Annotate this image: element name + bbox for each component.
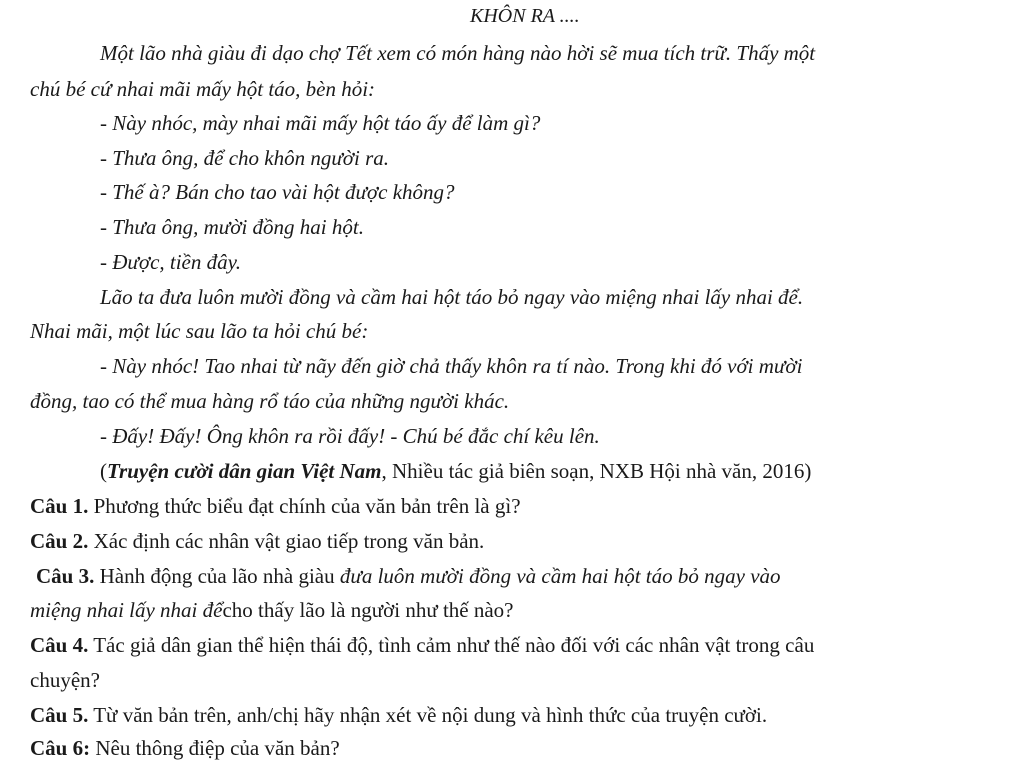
dialogue-line: - Thưa ông, mười đồng hai hột. <box>100 215 364 239</box>
question-text: Nêu thông điệp của văn bản? <box>90 736 340 760</box>
question-label: Câu 4. <box>30 633 89 657</box>
question-4-continued: chuyện? <box>30 668 100 692</box>
question-1 <box>30 493 521 519</box>
question-label: Câu 5. <box>30 703 89 727</box>
citation-details: , Nhiều tác giả biên soạn, NXB Hội nhà văn, 2016) <box>381 459 812 483</box>
dialogue-line: - Đấy! Đấy! Ông khôn ra rồi đấy! - Chú bé đắc chí kêu lên. <box>100 424 600 448</box>
dialogue-line: - Thế à? Bán cho tao vài hột được không? <box>100 180 455 204</box>
story-title: KHÔN RA .... <box>470 5 580 27</box>
question-text: Phương thức biểu đạt chính của văn bản trên là gì? <box>88 494 521 518</box>
question-2 <box>30 528 484 554</box>
question-3 <box>36 563 781 589</box>
story-paragraph-2-line-2: Nhai mãi, một lúc sau lão ta hỏi chú bé: <box>30 319 369 343</box>
citation-book-title: Truyện cười dân gian Việt Nam <box>107 459 382 483</box>
question-text: Xác định các nhân vật giao tiếp trong văn bản. <box>88 529 485 553</box>
question-label: Câu 1. <box>30 494 89 518</box>
question-4 <box>30 632 814 658</box>
question-quote: đưa luôn mười đồng và cầm hai hột táo bỏ ngay vào <box>339 564 781 588</box>
dialogue-line: - Này nhóc, mày nhai mãi mấy hột táo ấy để làm gì? <box>100 111 541 135</box>
question-text: Hành động của lão nhà giàu <box>94 564 340 588</box>
story-paragraph-2-line-1: Lão ta đưa luôn mười đồng và cầm hai hột táo bỏ ngay vào miệng nhai lấy nhai để. <box>100 285 804 309</box>
story-paragraph-1-line-2: chú bé cứ nhai mãi mấy hột táo, bèn hỏi: <box>30 77 376 101</box>
question-text: cho thấy lão là người như thế nào? <box>222 598 514 622</box>
source-citation <box>100 458 811 484</box>
story-paragraph-1-line-1: Một lão nhà giàu đi dạo chợ Tết xem có món hàng nào hời sẽ mua tích trữ. Thấy một <box>100 41 816 65</box>
dialogue-line: đồng, tao có thể mua hàng rổ táo của những người khác. <box>30 389 510 413</box>
question-5 <box>30 702 767 728</box>
question-3-continued <box>30 597 514 623</box>
dialogue-line: - Này nhóc! Tao nhai từ nãy đến giờ chả thấy khôn ra tí nào. Trong khi đó với mười <box>100 354 803 378</box>
question-label: Câu 3. <box>36 564 95 588</box>
dialogue-line: - Được, tiền đây. <box>100 250 242 274</box>
question-quote: miệng nhai lấy nhai để <box>30 598 223 622</box>
citation-open: ( <box>100 459 107 483</box>
question-6 <box>30 735 340 761</box>
question-text: Từ văn bản trên, anh/chị hãy nhận xét về nội dung và hình thức của truyện cười. <box>88 703 768 727</box>
question-label: Câu 6: <box>30 736 91 760</box>
dialogue-line: - Thưa ông, để cho khôn người ra. <box>100 146 390 170</box>
question-text: Tác giả dân gian thể hiện thái độ, tình cảm như thế nào đối với các nhân vật trong câu <box>88 633 815 657</box>
question-label: Câu 2. <box>30 529 89 553</box>
